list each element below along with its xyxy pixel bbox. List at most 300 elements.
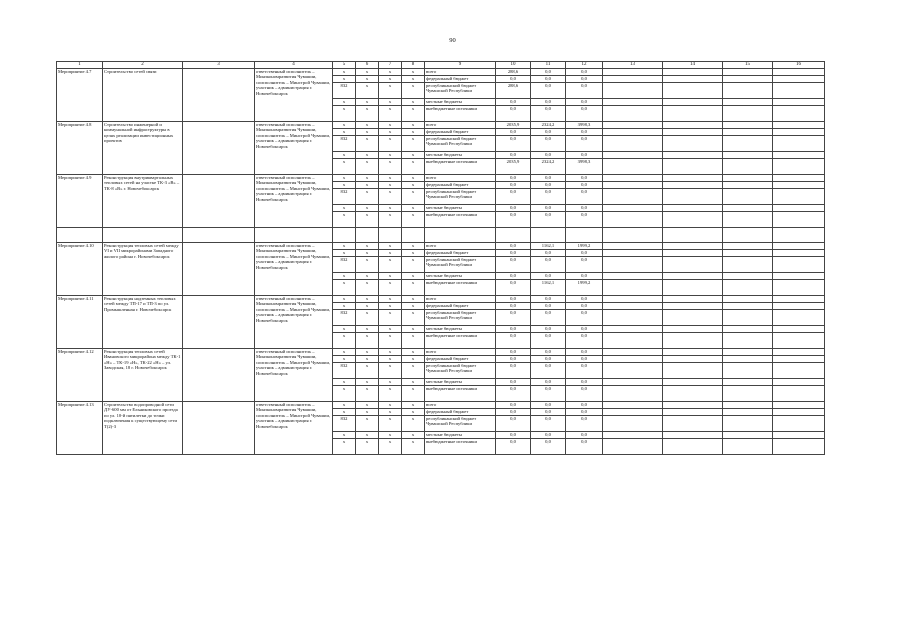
budget-code-cell: x	[333, 106, 356, 122]
empty-cell	[603, 356, 663, 363]
funding-source: всего	[425, 69, 496, 76]
budget-code-cell: x	[333, 386, 356, 402]
budget-code-cell: x	[379, 349, 402, 356]
column-number: 1	[57, 62, 103, 69]
empty-cell	[723, 386, 773, 402]
amount-cell: 0,0	[496, 363, 531, 379]
budget-code-cell: x	[356, 356, 379, 363]
budget-code-cell: x	[356, 83, 379, 99]
amount-cell: 0,0	[531, 250, 566, 257]
empty-cell	[603, 129, 663, 136]
empty-cell	[723, 303, 773, 310]
funding-source: всего	[425, 296, 496, 303]
empty-cell	[603, 326, 663, 333]
budget-code-cell: x	[333, 439, 356, 455]
column-number: 2	[103, 62, 183, 69]
empty-cell	[773, 189, 825, 205]
budget-code-cell: x	[356, 212, 379, 228]
budget-code-cell: x	[333, 303, 356, 310]
amount-cell: 0,0	[566, 129, 603, 136]
budget-code-cell: x	[333, 205, 356, 212]
amount-cell: 0,0	[566, 333, 603, 349]
empty-cell	[723, 310, 773, 326]
spacer-cell	[603, 228, 663, 243]
empty-cell	[663, 99, 723, 106]
amount-cell: 2035,9	[496, 159, 531, 175]
budget-code-cell: x	[333, 326, 356, 333]
budget-code-cell: x	[356, 310, 379, 326]
budget-code-cell: x	[356, 386, 379, 402]
empty-cell	[603, 439, 663, 455]
empty-cell	[663, 402, 723, 409]
amount-cell: 0,0	[531, 189, 566, 205]
empty-cell	[603, 402, 663, 409]
amount-cell: 0,0	[566, 273, 603, 280]
empty-cell	[773, 416, 825, 432]
program-table	[56, 61, 825, 455]
budget-code-cell: x	[333, 280, 356, 296]
funding-source: республиканский бюджет Чувашской Республики	[425, 363, 496, 379]
empty-cell	[723, 159, 773, 175]
budget-code-cell: x	[402, 182, 425, 189]
column-number: 8	[402, 62, 425, 69]
budget-code-cell: x	[379, 296, 402, 303]
column-number: 11	[531, 62, 566, 69]
empty-cell	[183, 69, 255, 122]
amount-cell: 0,0	[496, 189, 531, 205]
empty-cell	[603, 189, 663, 205]
amount-cell: 0,0	[531, 432, 566, 439]
empty-cell	[723, 212, 773, 228]
budget-code-cell: x	[402, 189, 425, 205]
empty-cell	[773, 175, 825, 182]
amount-cell: 0,0	[531, 416, 566, 432]
amount-cell: 0,0	[496, 303, 531, 310]
budget-code-cell: x	[356, 363, 379, 379]
funding-source: республиканский бюджет Чувашской Республики	[425, 416, 496, 432]
budget-code-cell: x	[333, 333, 356, 349]
budget-code-cell: x	[402, 69, 425, 76]
budget-code-cell: x	[333, 349, 356, 356]
empty-cell	[723, 189, 773, 205]
empty-cell	[663, 296, 723, 303]
empty-cell	[603, 273, 663, 280]
budget-code-cell: x	[402, 76, 425, 83]
empty-cell	[663, 303, 723, 310]
funding-source: местные бюджеты	[425, 273, 496, 280]
budget-code-cell: x	[402, 379, 425, 386]
amount-cell: 0,0	[531, 182, 566, 189]
amount-cell: 0,0	[531, 106, 566, 122]
empty-cell	[603, 250, 663, 257]
funding-source: местные бюджеты	[425, 99, 496, 106]
empty-cell	[723, 296, 773, 303]
amount-cell: 0,0	[566, 205, 603, 212]
budget-code-cell: x	[333, 273, 356, 280]
budget-code-cell: x	[402, 212, 425, 228]
amount-cell: 0,0	[531, 212, 566, 228]
amount-cell: 1999,2	[566, 243, 603, 250]
budget-code-cell: x	[356, 303, 379, 310]
empty-cell	[773, 83, 825, 99]
budget-code-cell: x	[402, 386, 425, 402]
budget-code-cell: x	[356, 175, 379, 182]
budget-code-cell: x	[402, 303, 425, 310]
amount-cell: 0,0	[566, 379, 603, 386]
activity-name: Реконструкция надземных тепловых сетей между ТП-17 и ТП-3 по ул. Промышленная г. Новочебоксарск	[103, 296, 183, 349]
budget-code-cell: x	[379, 129, 402, 136]
amount-cell: 0,0	[531, 69, 566, 76]
empty-cell	[603, 303, 663, 310]
funding-source: федеральный бюджет	[425, 182, 496, 189]
activity-code: Мероприятие 4.8	[57, 122, 103, 175]
amount-cell: 0,0	[531, 402, 566, 409]
funding-source: внебюджетные источники	[425, 159, 496, 175]
budget-code-cell: x	[379, 303, 402, 310]
spacer-cell	[103, 228, 183, 243]
budget-code-cell: x	[356, 99, 379, 106]
amount-cell: 0,0	[566, 386, 603, 402]
budget-code-cell: 832	[333, 257, 356, 273]
spacer-cell	[379, 228, 402, 243]
responsible-executor: ответственный исполнитель – Минэкономразвития Чувашии, соисполнитель – Минстрой Чувашии, участник – администрация г. Новочебоксарск	[255, 122, 333, 175]
empty-cell	[773, 69, 825, 76]
budget-code-cell: x	[379, 69, 402, 76]
empty-cell	[663, 257, 723, 273]
budget-code-cell: x	[333, 356, 356, 363]
activity-name: Реконструкция тепловых сетей между VI и VII микрорайонами Западного жилого района г. Новочебоксарск	[103, 243, 183, 296]
funding-source: федеральный бюджет	[425, 250, 496, 257]
empty-cell	[773, 250, 825, 257]
budget-code-cell: x	[379, 356, 402, 363]
budget-code-cell: x	[356, 152, 379, 159]
amount-cell: 0,0	[496, 296, 531, 303]
page-number: 90	[449, 37, 456, 44]
budget-code-cell: x	[379, 333, 402, 349]
empty-cell	[663, 69, 723, 76]
empty-cell	[773, 99, 825, 106]
amount-cell: 0,0	[496, 175, 531, 182]
empty-cell	[773, 333, 825, 349]
empty-cell	[663, 205, 723, 212]
empty-cell	[723, 250, 773, 257]
empty-cell	[663, 159, 723, 175]
amount-cell: 0,0	[531, 379, 566, 386]
funding-source: внебюджетные источники	[425, 212, 496, 228]
empty-cell	[773, 182, 825, 189]
empty-cell	[663, 76, 723, 83]
budget-code-cell: x	[379, 83, 402, 99]
spacer-cell	[723, 228, 773, 243]
budget-code-cell: x	[379, 326, 402, 333]
empty-cell	[723, 416, 773, 432]
amount-cell: 2324,2	[531, 159, 566, 175]
empty-cell	[723, 326, 773, 333]
empty-cell	[723, 243, 773, 250]
empty-cell	[603, 363, 663, 379]
budget-code-cell: 832	[333, 189, 356, 205]
empty-cell	[723, 76, 773, 83]
budget-code-cell: x	[333, 212, 356, 228]
budget-code-cell: x	[379, 409, 402, 416]
empty-cell	[603, 182, 663, 189]
amount-cell: 0,0	[531, 349, 566, 356]
budget-code-cell: x	[356, 182, 379, 189]
funding-source: местные бюджеты	[425, 152, 496, 159]
budget-code-cell: x	[356, 280, 379, 296]
activity-code: Мероприятие 4.12	[57, 349, 103, 402]
amount-cell: 0,0	[566, 326, 603, 333]
amount-cell: 288,6	[496, 83, 531, 99]
spacer-cell	[57, 228, 103, 243]
amount-cell: 0,0	[496, 257, 531, 273]
empty-cell	[603, 212, 663, 228]
empty-cell	[773, 432, 825, 439]
empty-cell	[603, 386, 663, 402]
empty-cell	[723, 257, 773, 273]
empty-cell	[663, 439, 723, 455]
amount-cell: 0,0	[531, 326, 566, 333]
budget-code-cell: x	[402, 250, 425, 257]
budget-code-cell: x	[333, 122, 356, 129]
funding-source: внебюджетные источники	[425, 333, 496, 349]
table-row	[57, 402, 825, 409]
amount-cell: 0,0	[566, 175, 603, 182]
amount-cell: 0,0	[496, 326, 531, 333]
empty-cell	[603, 243, 663, 250]
spacer-cell	[425, 228, 496, 243]
funding-source: республиканский бюджет Чувашской Республики	[425, 310, 496, 326]
amount-cell: 0,0	[566, 212, 603, 228]
spacer-cell	[531, 228, 566, 243]
budget-code-cell: x	[402, 409, 425, 416]
empty-cell	[663, 379, 723, 386]
budget-code-cell: x	[356, 106, 379, 122]
activity-name: Строительство инженерной и коммунальной инфраструктуры в целях реализации инвестиционных проектов	[103, 122, 183, 175]
empty-cell	[183, 122, 255, 175]
column-number: 4	[255, 62, 333, 69]
amount-cell: 0,0	[496, 136, 531, 152]
budget-code-cell: 832	[333, 310, 356, 326]
budget-code-cell: x	[356, 122, 379, 129]
funding-source: всего	[425, 122, 496, 129]
budget-code-cell: x	[379, 243, 402, 250]
amount-cell: 0,0	[566, 439, 603, 455]
funding-source: внебюджетные источники	[425, 439, 496, 455]
budget-code-cell: x	[402, 152, 425, 159]
budget-code-cell: x	[356, 416, 379, 432]
activity-name: Реконструкция внутриквартальных тепловых сетей на участке ТК-3 «В» – ТК-8 «В» г. Новочебоксарск	[103, 175, 183, 228]
budget-code-cell: x	[402, 363, 425, 379]
budget-code-cell: x	[379, 189, 402, 205]
column-number: 15	[723, 62, 773, 69]
empty-cell	[603, 69, 663, 76]
amount-cell: 0,0	[531, 129, 566, 136]
amount-cell: 0,0	[496, 106, 531, 122]
funding-source: республиканский бюджет Чувашской Республики	[425, 257, 496, 273]
amount-cell: 0,0	[531, 152, 566, 159]
column-number: 12	[566, 62, 603, 69]
column-number: 13	[603, 62, 663, 69]
amount-cell: 0,0	[531, 310, 566, 326]
funding-source: республиканский бюджет Чувашской Республики	[425, 189, 496, 205]
empty-cell	[773, 363, 825, 379]
empty-cell	[663, 152, 723, 159]
amount-cell: 0,0	[496, 280, 531, 296]
empty-cell	[723, 349, 773, 356]
empty-cell	[723, 409, 773, 416]
column-number: 10	[496, 62, 531, 69]
budget-code-cell: x	[402, 243, 425, 250]
budget-code-cell: x	[402, 356, 425, 363]
amount-cell: 0,0	[496, 129, 531, 136]
empty-cell	[663, 122, 723, 129]
funding-source: федеральный бюджет	[425, 409, 496, 416]
budget-code-cell: x	[379, 257, 402, 273]
responsible-executor: ответственный исполнитель – Минэкономразвития Чувашии, соисполнитель – Минстрой Чувашии, участник – администрация г. Новочебоксарск	[255, 69, 333, 122]
budget-code-cell: x	[379, 205, 402, 212]
empty-cell	[603, 416, 663, 432]
column-number-row	[57, 62, 825, 69]
amount-cell: 2324,2	[531, 122, 566, 129]
budget-code-cell: x	[402, 205, 425, 212]
budget-code-cell: x	[333, 152, 356, 159]
empty-cell	[773, 136, 825, 152]
amount-cell: 0,0	[496, 152, 531, 159]
budget-code-cell: x	[379, 122, 402, 129]
budget-code-cell: x	[379, 310, 402, 326]
empty-cell	[663, 326, 723, 333]
responsible-executor: ответственный исполнитель – Минэкономразвития Чувашии, соисполнитель – Минстрой Чувашии, участник – администрация г. Новочебоксарск	[255, 175, 333, 228]
budget-code-cell: x	[379, 363, 402, 379]
amount-cell: 0,0	[496, 386, 531, 402]
empty-cell	[723, 432, 773, 439]
amount-cell: 2035,9	[496, 122, 531, 129]
budget-code-cell: x	[333, 409, 356, 416]
amount-cell: 0,0	[531, 363, 566, 379]
spacer-cell	[663, 228, 723, 243]
amount-cell: 0,0	[566, 182, 603, 189]
amount-cell: 0,0	[531, 296, 566, 303]
budget-code-cell: x	[379, 152, 402, 159]
budget-code-cell: x	[356, 432, 379, 439]
empty-cell	[603, 106, 663, 122]
activity-name: Реконструкция тепловых сетей Ивановского микрорайона между ТК-1 «Н» – ТК-19 «Н», ТК-22 «Н» – ул. Заводская, 18 г. Новочебоксарск	[103, 349, 183, 402]
amount-cell: 0,0	[496, 333, 531, 349]
empty-cell	[773, 402, 825, 409]
amount-cell: 0,0	[531, 257, 566, 273]
empty-cell	[603, 310, 663, 326]
empty-cell	[663, 280, 723, 296]
budget-code-cell: x	[402, 136, 425, 152]
empty-cell	[773, 243, 825, 250]
budget-code-cell: x	[402, 99, 425, 106]
empty-cell	[773, 273, 825, 280]
empty-cell	[773, 257, 825, 273]
spacer-cell	[333, 228, 356, 243]
empty-cell	[773, 386, 825, 402]
empty-cell	[723, 363, 773, 379]
empty-cell	[773, 152, 825, 159]
amount-cell: 0,0	[531, 76, 566, 83]
amount-cell: 3998,3	[566, 159, 603, 175]
empty-cell	[183, 296, 255, 349]
funding-source: республиканский бюджет Чувашской Республики	[425, 83, 496, 99]
empty-cell	[723, 106, 773, 122]
funding-source: всего	[425, 175, 496, 182]
budget-code-cell: x	[356, 159, 379, 175]
empty-cell	[603, 349, 663, 356]
budget-code-cell: x	[333, 432, 356, 439]
responsible-executor: ответственный исполнитель – Минэкономразвития Чувашии, соисполнитель – Минстрой Чувашии, участник – администрация г. Новочебоксарск	[255, 349, 333, 402]
amount-cell: 0,0	[531, 333, 566, 349]
budget-code-cell: x	[333, 159, 356, 175]
empty-cell	[603, 379, 663, 386]
empty-cell	[183, 402, 255, 455]
amount-cell: 0,0	[566, 402, 603, 409]
budget-code-cell: x	[333, 402, 356, 409]
funding-source: местные бюджеты	[425, 432, 496, 439]
empty-cell	[723, 175, 773, 182]
budget-code-cell: x	[402, 175, 425, 182]
spacer-cell	[402, 228, 425, 243]
empty-cell	[603, 280, 663, 296]
budget-code-cell: x	[356, 439, 379, 455]
empty-cell	[603, 432, 663, 439]
empty-cell	[183, 349, 255, 402]
amount-cell: 0,0	[566, 432, 603, 439]
activity-code: Мероприятие 4.13	[57, 402, 103, 455]
budget-code-cell: x	[379, 182, 402, 189]
empty-cell	[663, 136, 723, 152]
empty-cell	[663, 409, 723, 416]
spacer-cell	[566, 228, 603, 243]
amount-cell: 0,0	[496, 99, 531, 106]
budget-code-cell: x	[356, 189, 379, 205]
amount-cell: 0,0	[496, 379, 531, 386]
empty-cell	[773, 76, 825, 83]
empty-cell	[723, 356, 773, 363]
amount-cell: 0,0	[531, 83, 566, 99]
empty-cell	[773, 349, 825, 356]
amount-cell: 0,0	[496, 349, 531, 356]
budget-code-cell: x	[379, 212, 402, 228]
empty-cell	[773, 303, 825, 310]
budget-code-cell: x	[379, 106, 402, 122]
budget-code-cell: x	[356, 129, 379, 136]
empty-cell	[663, 310, 723, 326]
empty-cell	[663, 273, 723, 280]
amount-cell: 1162,1	[531, 243, 566, 250]
amount-cell: 0,0	[566, 409, 603, 416]
amount-cell: 0,0	[566, 363, 603, 379]
budget-code-cell: x	[402, 257, 425, 273]
budget-code-cell: x	[402, 416, 425, 432]
table-row	[57, 243, 825, 250]
budget-code-cell: x	[356, 326, 379, 333]
empty-cell	[663, 189, 723, 205]
budget-code-cell: x	[379, 136, 402, 152]
funding-source: федеральный бюджет	[425, 356, 496, 363]
empty-cell	[723, 333, 773, 349]
empty-cell	[663, 333, 723, 349]
column-number: 3	[183, 62, 255, 69]
amount-cell: 0,0	[531, 356, 566, 363]
empty-cell	[663, 416, 723, 432]
amount-cell: 0,0	[566, 349, 603, 356]
empty-cell	[603, 136, 663, 152]
budget-code-cell: x	[402, 432, 425, 439]
